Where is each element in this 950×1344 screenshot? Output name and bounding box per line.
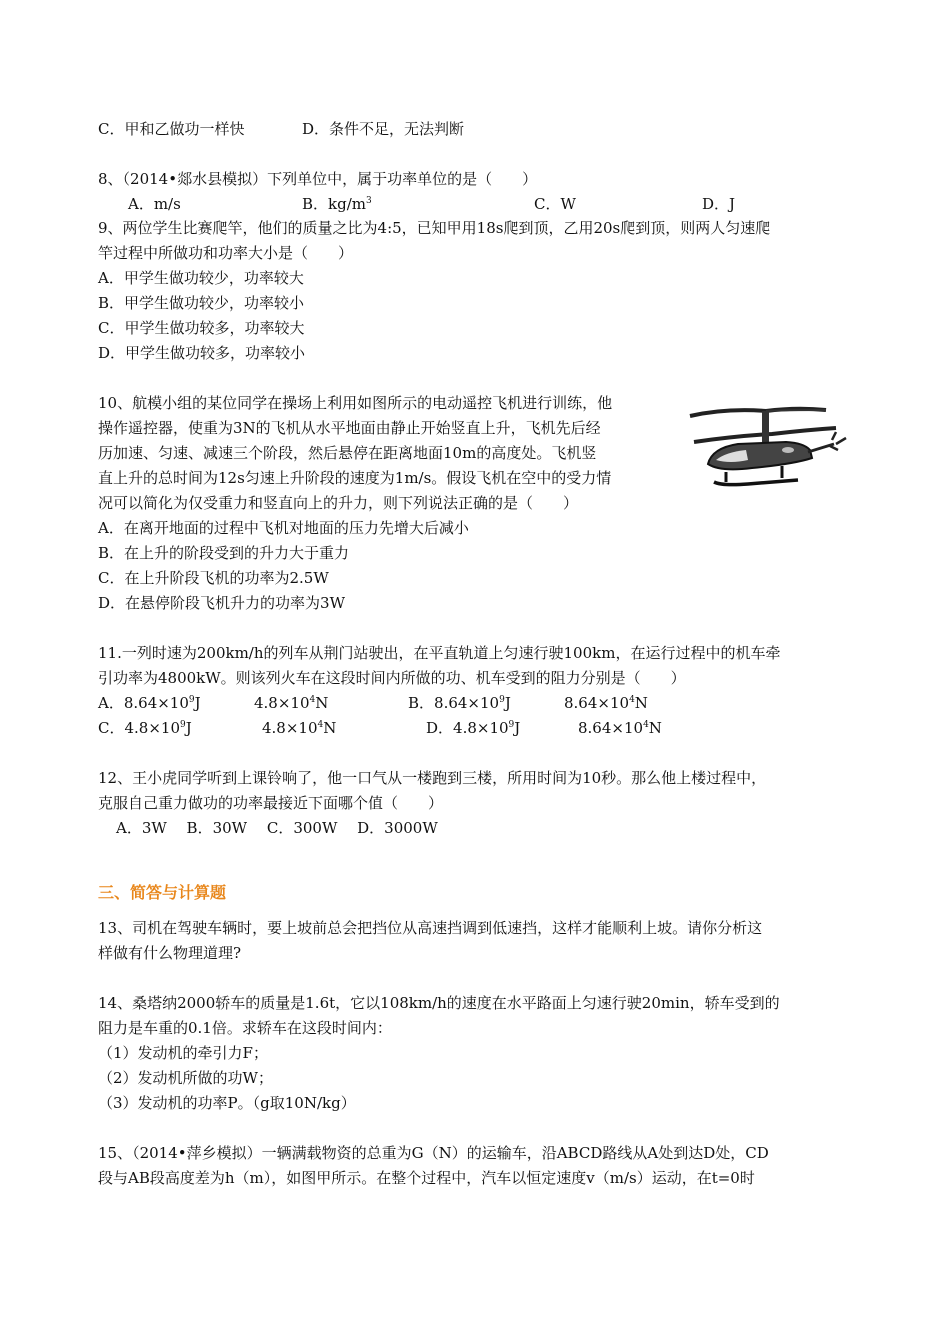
q11-option-a-force: $4.8\times 10^4N$ [254,694,329,712]
q10-stem-line-5: 况可以简化为仅受重力和竖直向上的升力，则下列说法正确的是（ ） [98,494,579,512]
q14-stem-line-1: 14、桑塔纳2000轿车的质量是1.6t，它以108km/h的速度在水平路面上匀速行驶20min，轿车受到的 [98,994,780,1012]
q8-option-d: D．J [702,195,736,213]
q7-option-d: D．条件不足，无法判断 [302,120,465,138]
q11-stem-line-1: 11.一列时速为200km/h的列车从荆门站驶出，在平直轨道上匀速行驶100km，在运行过程中的机车牵 [98,644,781,662]
q11-option-c-force: $4.8\times 10^4N$ [262,719,337,737]
q10-stem-line-4: 直上升的总时间为12s匀速上升阶段的速度为1m/s。假设飞机在空中的受力情 [98,469,612,487]
q12-stem-line-1: 12、王小虎同学听到上课铃响了，他一口气从一楼跑到三楼，所用时间为10秒。那么他上楼过程中， [98,769,767,787]
q11-option-a-work: A．$8.64\times 10^9J$ [98,694,201,712]
q13-stem-line-2: 样做有什么物理道理? [98,944,242,962]
section-heading: 三、简答与计算题 [98,883,227,902]
q10-stem-line-1: 10、航模小组的某位同学在操场上利用如图所示的电动遥控飞机进行训练，他 [98,394,613,412]
q11-option-b-work: B．$8.64\times 10^9J$ [408,694,511,712]
q15-stem-line-1: 15、（2014•萍乡模拟）一辆满载物资的总重为G（N）的运输车，沿ABCD路线从A处到达D处，CD [98,1144,769,1162]
q10-option-c: C．在上升阶段飞机的功率为2.5W [98,569,329,587]
q11-stem-line-2: 引功率为4800kW。则该列火车在这段时间内所做的功、机车受到的阻力分别是（ ） [98,669,686,687]
q15-stem-line-2: 段与AB段高度差为h（m），如图甲所示。在整个过程中，汽车以恒定速度v（m/s）运动，在t=0时 [98,1169,755,1187]
q9-option-c: C．甲学生做功较多，功率较大 [98,319,305,337]
q11-option-c-work: C．$4.8\times 10^9J$ [98,719,192,737]
q8-stem: 8、（2014•郯水县模拟）下列单位中，属于功率单位的是（ ） [98,170,538,188]
q9-stem-line-1: 9、两位学生比赛爬竿，他们的质量之比为4:5，已知甲用18s爬到顶，乙用20s爬到顶，则两人匀速爬 [98,219,771,237]
q11-option-d-work: D．$4.8\times 10^9J$ [426,719,521,737]
helicopter-illustration [686,398,856,498]
q10-option-a: A．在离开地面的过程中飞机对地面的压力先增大后减小 [98,519,469,537]
q14-item-2: （2）发动机所做的功W； [98,1069,273,1087]
q11-option-d-force: $8.64\times 10^4N$ [578,719,662,737]
q10-stem-line-3: 历加速、匀速、减速三个阶段，然后悬停在距离地面10m的高度处。飞机竖 [98,444,597,462]
q8-option-c: C．W [534,195,576,213]
q12-options: A．3W B．30W C．300W D．3000W [116,819,438,837]
q12-stem-line-2: 克服自己重力做功的功率最接近下面哪个值（ ） [98,794,444,812]
q8-option-b: B．$kg/m^3$ [302,195,372,213]
q14-item-3: （3）发动机的功率P。（g取10N/kg） [98,1094,356,1112]
q8-option-a: A．m/s [128,195,181,213]
q10-stem-line-2: 操作遥控器，使重为3N的飞机从水平地面由静止开始竖直上升，飞机先后经 [98,419,601,437]
q7-option-c: C．甲和乙做功一样快 [98,120,245,138]
q11-option-b-force: $8.64\times 10^4N$ [564,694,648,712]
q9-option-d: D．甲学生做功较多，功率较小 [98,344,306,362]
q9-option-a: A．甲学生做功较少，功率较大 [98,269,304,287]
q13-stem-line-1: 13、司机在驾驶车辆时，要上坡前总会把挡位从高速挡调到低速挡，这样才能顺利上坡。请你分析这 [98,919,763,937]
q10-option-d: D．在悬停阶段飞机升力的功率为3W [98,594,345,612]
q14-stem-line-2: 阻力是车重的0.1倍。求轿车在这段时间内： [98,1019,392,1037]
q10-option-b: B．在上升的阶段受到的升力大于重力 [98,544,350,562]
q9-option-b: B．甲学生做功较少，功率较小 [98,294,305,312]
q14-item-1: （1）发动机的牵引力F； [98,1044,268,1062]
q9-stem-line-2: 竿过程中所做功和功率大小是（ ） [98,244,354,262]
